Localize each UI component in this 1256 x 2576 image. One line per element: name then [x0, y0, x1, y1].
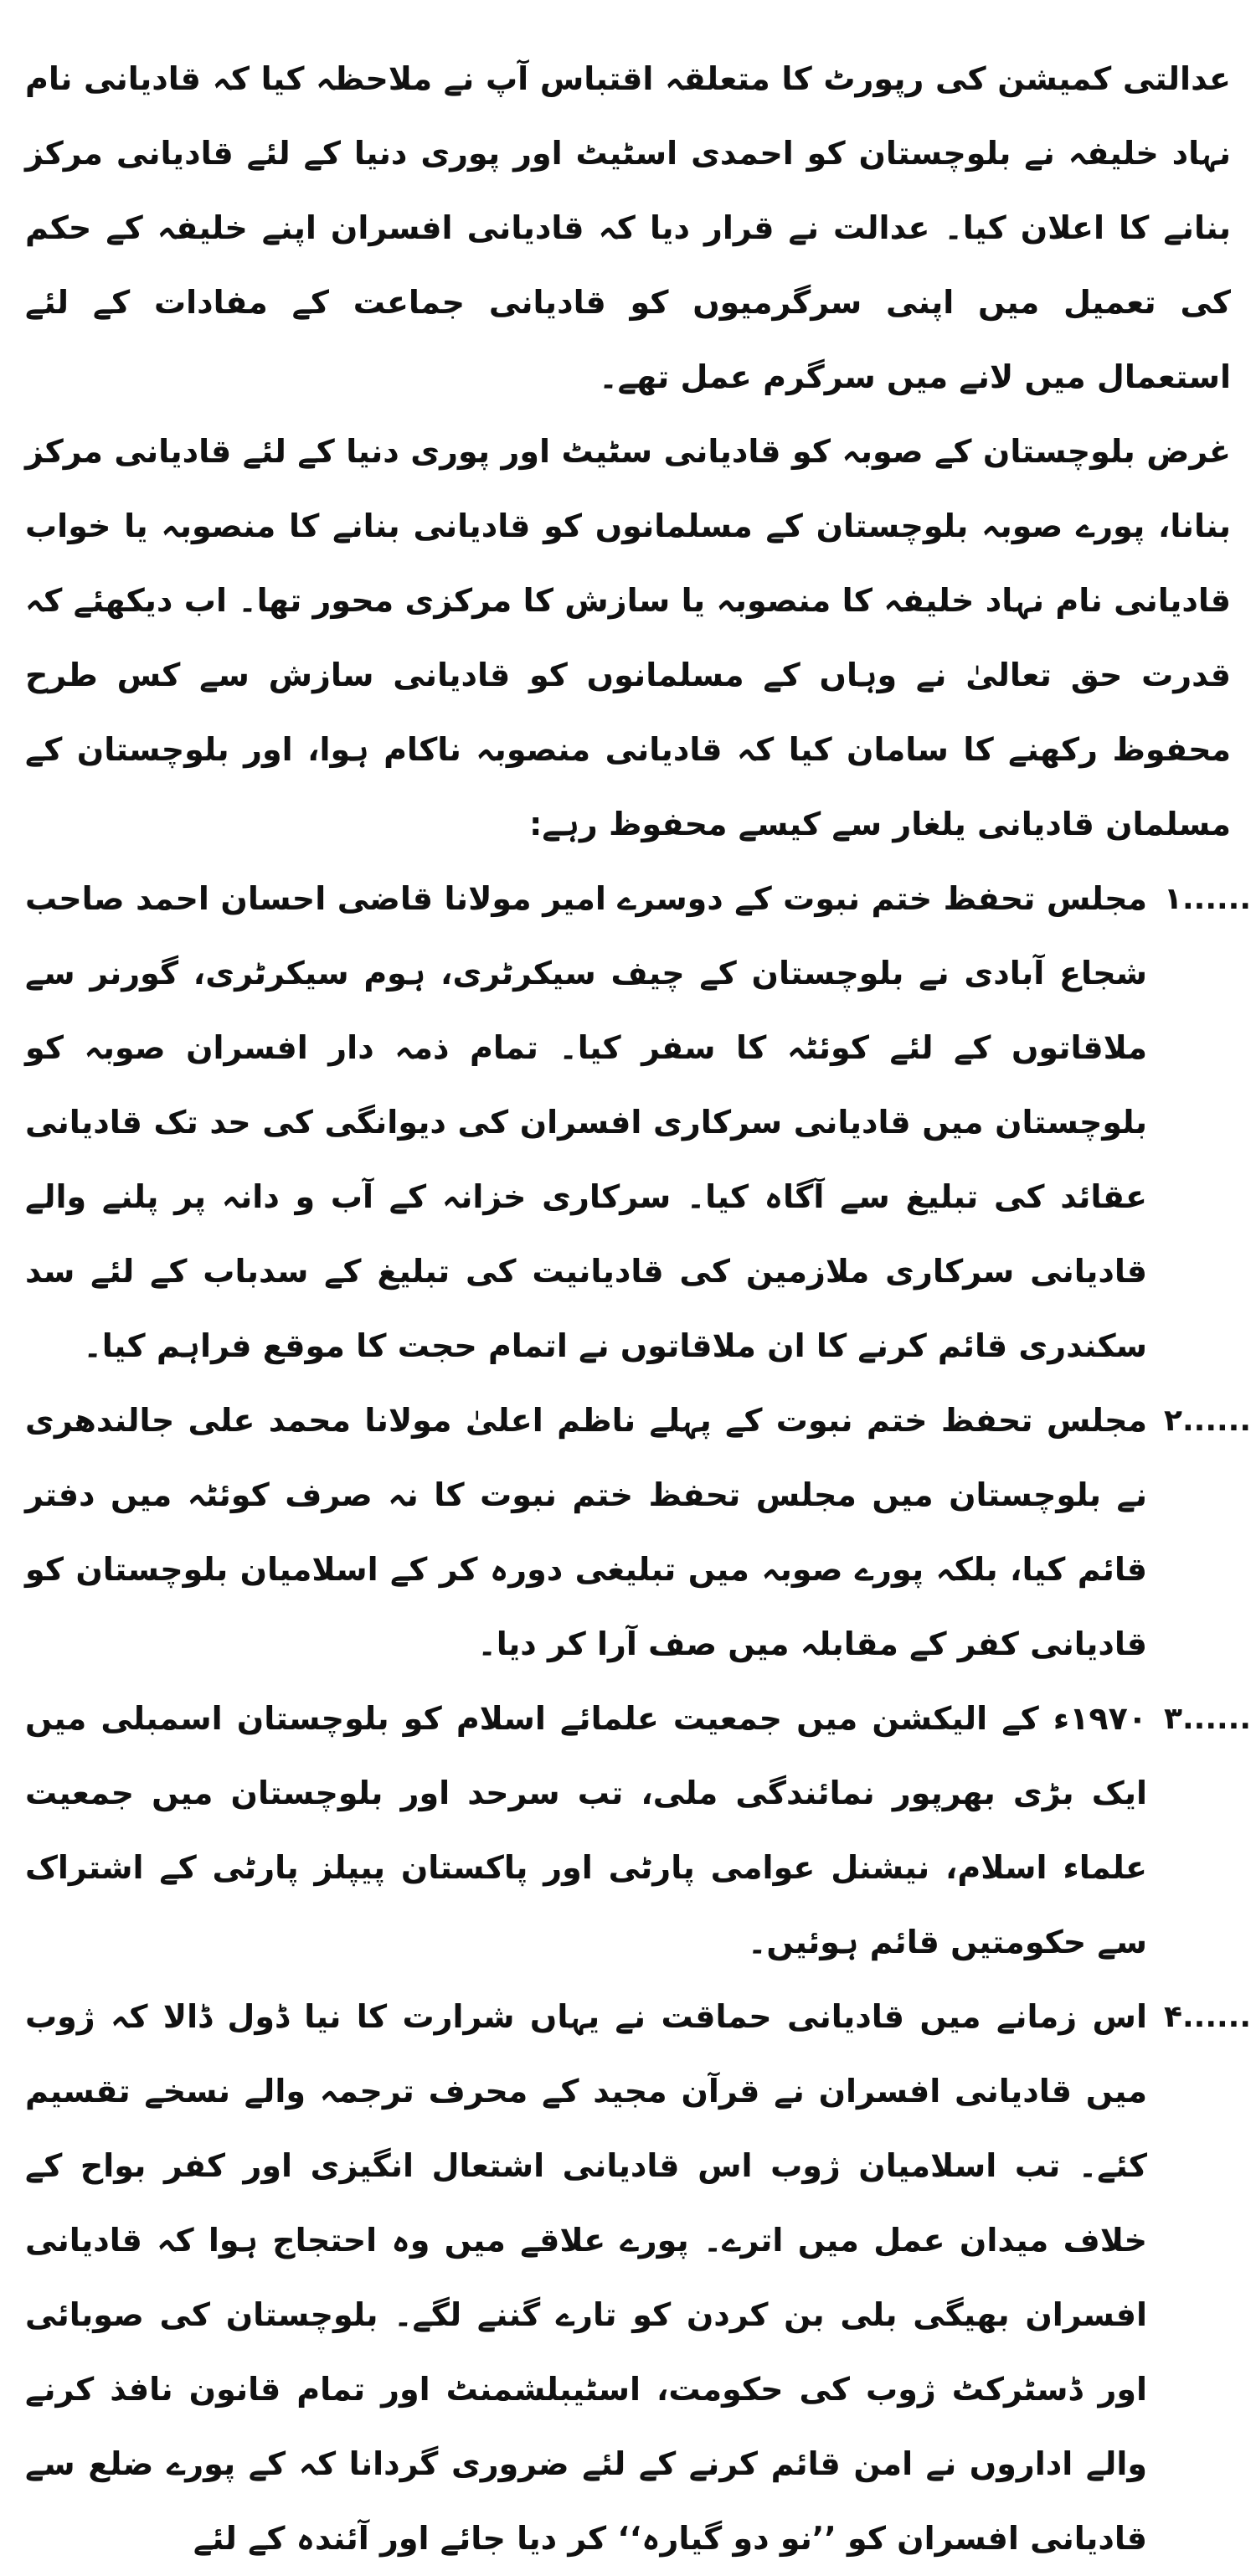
- list-item-text: ۱۹۷۰ء کے الیکشن میں جمعیت علمائے اسلام کو بلوچستان اسمبلی میں ایک بڑی بھرپور نمائندگی ملی، تب سرحد اور بلوچستان میں جمعیت علماء اسلام، نیشنل عوامی پارٹی اور پاکستان پیپلز پارٹی کے اشتراک سے حکومتیں قائم ہوئیں۔: [25, 1700, 1147, 1960]
- list-item-4: [25, 1980, 1252, 2576]
- list-item-number: ۱......: [1164, 882, 1252, 916]
- list-item-2: [25, 1383, 1252, 1682]
- document-page: [25, 42, 1252, 2557]
- list-item-text: مجلس تحفظ ختم نبوت کے دوسرے امیر مولانا قاضی احسان احمد صاحب شجاع آبادی نے بلوچستان کے چیف سیکرٹری، ہوم سیکرٹری، گورنر سے ملاقاتوں کے لئے کوئٹہ کا سفر کیا۔ تمام ذمہ دار افسران صوبہ کو بلوچستان میں قادیانی سرکاری افسران کی دیوانگی کی حد تک قادیانی عقائد کی تبلیغ سے آگاہ کیا۔ سرکاری خزانہ کے آب و دانہ پر پلنے والے قادیانی سرکاری ملازمین کی قادیانیت کی تبلیغ کے سدباب کے لئے سد سکندری قائم کرنے کا ان ملاقاتوں نے اتمام حجت کا موقع فراہم کیا۔: [25, 880, 1147, 1364]
- paragraph-intro-1: عدالتی کمیشن کی رپورٹ کا متعلقہ اقتباس آپ نے ملاحظہ کیا کہ قادیانی نام نہاد خلیفہ نے بلوچستان کو احمدی اسٹیٹ اور پوری دنیا کے لئے قادیانی مرکز بنانے کا اعلان کیا۔ عدالت نے قرار دیا کہ قادیانی افسران اپنے خلیفہ کے حکم کی تعمیل میں اپنی سرگرمیوں کو قادیانی جماعت کے مفادات کے لئے استعمال میں لانے میں سرگرم عمل تھے۔: [25, 60, 1231, 395]
- list-item-text: مجلس تحفظ ختم نبوت کے پہلے ناظم اعلیٰ مولانا محمد علی جالندھری نے بلوچستان میں مجلس تحفظ ختم نبوت کا نہ صرف کوئٹہ میں دفتر قائم کیا، بلکہ پورے صوبہ میں تبلیغی دورہ کر کے اسلامیان بلوچستان کو قادیانی کفر کے مقابلہ میں صف آرا کر دیا۔: [25, 1402, 1147, 1662]
- paragraph-intro-2: غرض بلوچستان کے صوبہ کو قادیانی سٹیٹ اور پوری دنیا کے لئے قادیانی مرکز بنانا، پورے صوبہ بلوچستان کے مسلمانوں کو قادیانی بنانے کا منصوبہ یا خواب قادیانی نام نہاد خلیفہ کا منصوبہ یا سازش کا مرکزی محور تھا۔ اب دیکھئے کہ قدرت حق تعالیٰ نے وہاں کے مسلمانوں کو قادیانی سازش سے کس طرح محفوظ رکھنے کا سامان کیا کہ قادیانی منصوبہ ناکام ہوا، اور بلوچستان کے مسلمان قادیانی یلغار سے کیسے محفوظ رہے:: [25, 433, 1231, 842]
- list-item-text: اس زمانے میں قادیانی حماقت نے یہاں شرارت کا نیا ڈول ڈالا کہ ژوب میں قادیانی افسران نے قرآن مجید کے محرف ترجمہ والے نسخے تقسیم کئے۔ تب اسلامیان ژوب اس قادیانی اشتعال انگیزی اور کفر بواح کے خلاف میدان عمل میں اترے۔ پورے علاقے میں وہ احتجاج ہوا کہ قادیانی افسران بھیگی بلی بن کردن کو تارے گننے لگے۔ بلوچستان کی صوبائی اور ڈسٹرکٹ ژوب کی حکومت، اسٹیبلشمنٹ اور تمام قانون نافذ کرنے والے اداروں نے امن قائم کرنے کے لئے ضروری گردانا کہ کے پورے ضلع سے قادیانی افسران کو ’’نو دو گیارہ‘‘ کر دیا جائے اور آئندہ کے لئے: [25, 1998, 1147, 2557]
- list-item-1: [25, 862, 1252, 1383]
- list-item-number: ۳......: [1164, 1702, 1252, 1736]
- list-item-3: [25, 1682, 1252, 1980]
- list-item-number: ۲......: [1164, 1404, 1252, 1438]
- list-item-number: ۴......: [1164, 2000, 1252, 2034]
